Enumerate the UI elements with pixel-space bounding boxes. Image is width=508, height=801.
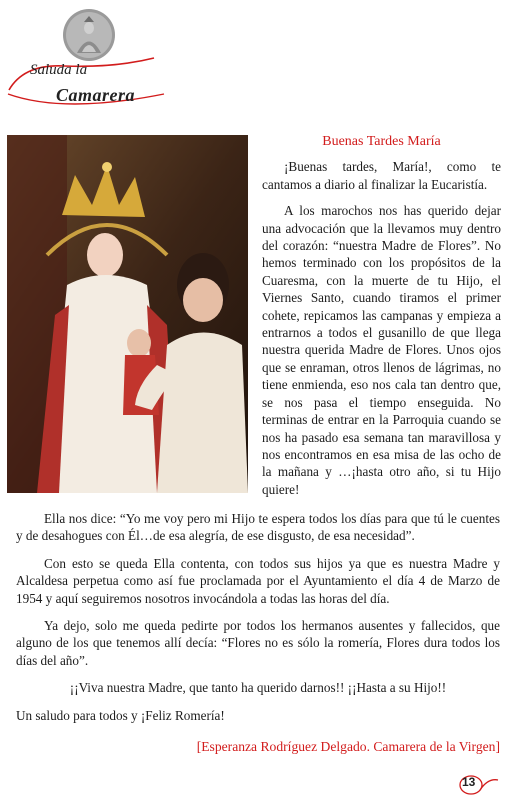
article-paragraph: Ella nos dice: “Yo me voy pero mi Hijo te espera todos los días para que tú le cuentes y de desahogues con Él…de esa alegría, de ese disgusto, de esa necesidad”. <box>16 511 500 544</box>
page-number: 13 <box>462 775 476 789</box>
article-bottom-section <box>16 510 500 734</box>
article-paragraph: A los marochos nos has querido dejar una advocación que la llevamos muy dentro del corazón: “nuestra Madre de Flores”. No hemos terminado con los propósitos de la Cuaresma, con la muerte de tu Hijo, el Viernes Santo, cuando tiramos el primer cohete, repicamos las campanas y empieza a entrarnos a todos el gusanillo de que llega nuestra querida Madre de Flores. Unos ojos que se enraman, otros llenos de lágrimas, no tiene enmienda, eso nos cala tan dentro que, se nos pasa el tiempo enseguida. No terminas de entrar en la Parroquia cuando se nos ha pasado esa semana tan maravillosa y nos encontramos en esa misa de las ocho de la mañana y …¡hasta otro año, si tu Hijo quiere! <box>262 203 501 497</box>
article-title: Buenas Tardes María <box>322 134 441 149</box>
virgin-and-camarera-photo <box>7 135 248 493</box>
page-number-badge <box>458 774 500 796</box>
article-paragraph: Ya dejo, solo me queda pedirte por todos los hermanos ausentes y fallecidos, que alguno de los que tenemos allí decía: “Flores no es sólo la romería, Flores dura todos los días del año”. <box>16 618 500 668</box>
article-exclamation: ¡¡Viva nuestra Madre, que tanto ha querido darnos!! ¡¡Hasta a su Hijo!! <box>69 680 447 696</box>
author-signature: [Esperanza Rodríguez Delgado. Camarera de la Virgen] <box>196 739 500 754</box>
header-line1: Saluda la <box>30 62 88 78</box>
article-paragraph: Con esto se queda Ella contenta, con todos sus hijos ya que es nuestra Madre y Alcaldesa perpetua como así fue proclamada por el Ayuntamiento el día 4 de Marzo de 1954 y aquí seguiremos nosotros invocándola a todas las horas del día. <box>16 555 500 606</box>
article-paragraph: ¡Buenas tardes, María!, como te cantamos a diario al finalizar la Eucaristía. <box>262 159 501 192</box>
header-line2: Camarera <box>56 85 136 105</box>
article-closing: Un saludo para todos y ¡Feliz Romería! <box>16 707 225 723</box>
article-right-column <box>262 133 501 507</box>
